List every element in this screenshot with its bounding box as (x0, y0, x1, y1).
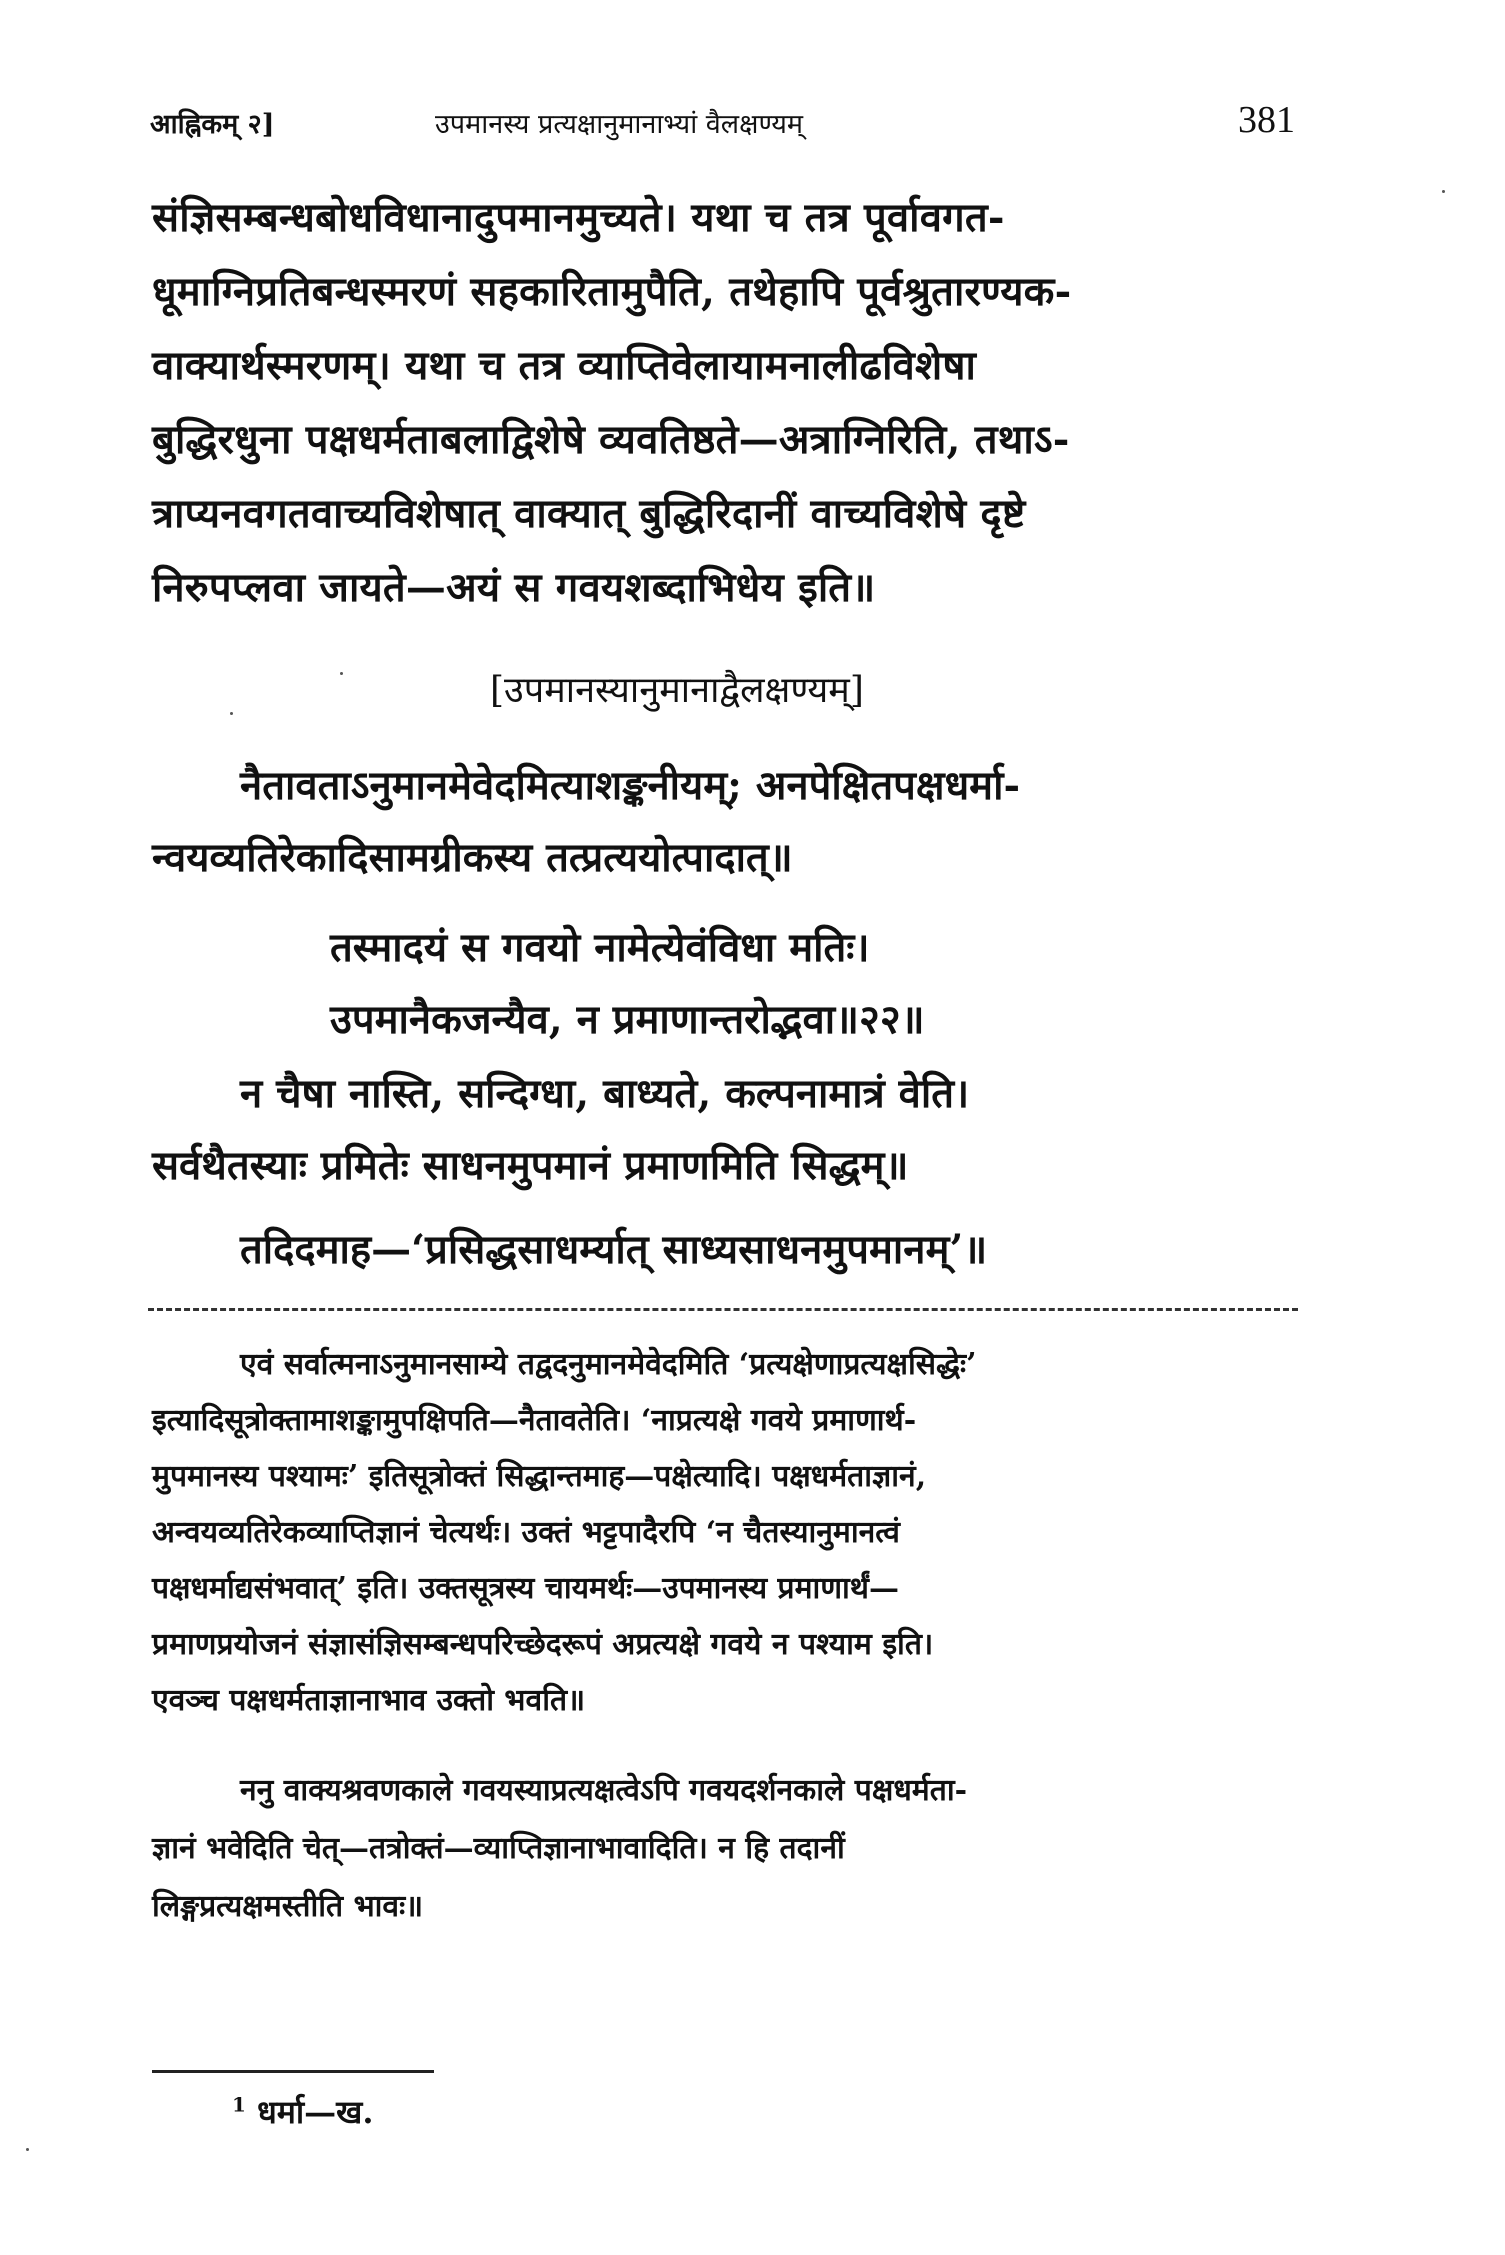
commentary-line: एवं सर्वात्मनाऽनुमानसाम्ये तद्वदनुमानमेवेदमिति ‘प्रत्यक्षेणाप्रत्यक्षसिद्धेः’ (240, 1347, 977, 1382)
text-line: बुद्धिरधुना पक्षधर्मताबलाद्विशेषे व्यवतिष्ठते—अत्राग्निरिति, तथाऽ- (152, 416, 1070, 463)
commentary-line: इत्यादिसूत्रोक्तामाशङ्कामुपक्षिपति—नैतावतेति। ‘नाप्रत्यक्षे गवये प्रमाणार्थ- (152, 1403, 917, 1438)
scan-speck (26, 2148, 29, 2151)
running-title: उपमानस्य प्रत्यक्षानुमानाभ्यां वैलक्षण्यम् (435, 109, 804, 140)
scan-speck (230, 712, 233, 715)
commentary-line: अन्वयव्यतिरेकव्याप्तिज्ञानं चेत्यर्थः। उक्तं भट्टपादैरपि ‘न चैतस्यानुमानत्वं (152, 1515, 900, 1550)
text-line: तदिदमाह—‘प्रसिद्धसाधर्म्यात् साध्यसाधनमुपमानम्’॥ (240, 1226, 988, 1273)
text-line: धूमाग्निप्रतिबन्धस्मरणं सहकारितामुपैति, तथेहापि पूर्वश्रुतारण्यक- (152, 268, 1072, 315)
running-header (150, 98, 1295, 154)
page-number: 381 (1238, 99, 1295, 141)
scan-speck (1442, 190, 1445, 193)
footnote-rule (152, 2070, 434, 2073)
commentary-line: एवञ्च पक्षधर्मताज्ञानाभाव उक्तो भवति॥ (152, 1683, 586, 1718)
text-line: त्राप्यनवगतवाच्यविशेषात् वाक्यात् बुद्धिरिदानीं वाच्यविशेषे दृष्टे (152, 490, 1026, 537)
commentary-line: मुपमानस्य पश्यामः’ इतिसूत्रोक्तं सिद्धान्तमाह—पक्षेत्यादि। पक्षधर्मताज्ञानं, (152, 1459, 927, 1494)
text-line: सर्वथैतस्याः प्रमितेः साधनमुपमानं प्रमाणमिति सिद्धम्॥ (152, 1142, 909, 1189)
text-line: निरुपप्लवा जायते—अयं स गवयशब्दाभिधेय इति॥ (152, 564, 876, 611)
commentary-line: प्रमाणप्रयोजनं संज्ञासंज्ञिसम्बन्धपरिच्छेदरूपं अप्रत्यक्षे गवये न पश्याम इति। (152, 1627, 934, 1662)
dashed-divider (148, 1308, 1298, 1311)
footnote (232, 2090, 373, 2133)
footnote-marker: 1 (232, 2092, 246, 2117)
commentary-line: ज्ञानं भवेदिति चेत्—तत्रोक्तं—व्याप्तिज्ञानाभावादिति। न हि तदानीं (152, 1831, 845, 1866)
text-line: संज्ञिसम्बन्धबोधविधानादुपमानमुच्यते। यथा च तत्र पूर्वावगत- (152, 194, 1005, 241)
text-line: नैतावताऽनुमानमेवेदमित्याशङ्कनीयम्; अनपेक्षितपक्षधर्मा- (240, 762, 1021, 809)
text-line: वाक्यार्थस्मरणम्। यथा च तत्र व्याप्तिवेलायामनालीढविशेषा (152, 342, 977, 389)
commentary-line: लिङ्गप्रत्यक्षमस्तीति भावः॥ (152, 1889, 424, 1924)
section-heading: [उपमानस्यानुमानाद्वैलक्षण्यम्] (490, 670, 864, 711)
commentary-line: पक्षधर्माद्यसंभवात्’ इति। उक्तसूत्रस्य चायमर्थः—उपमानस्य प्रमाणार्थं— (152, 1571, 899, 1606)
chapter-label: आह्निकम् २] (150, 109, 275, 140)
text-line: न्वयव्यतिरेकादिसामग्रीकस्य तत्प्रत्ययोत्पादात्॥ (152, 834, 793, 881)
text-line: न चैषा नास्ति, सन्दिग्धा, बाध्यते, कल्पनामात्रं वेति। (240, 1070, 970, 1117)
commentary-line: ननु वाक्यश्रवणकाले गवयस्याप्रत्यक्षत्वेऽपि गवयदर्शनकाले पक्षधर्मता- (240, 1773, 968, 1808)
verse-line: उपमानैकजन्यैव, न प्रमाणान्तरोद्भवा॥२२॥ (330, 996, 925, 1043)
footnote-text: धर्मा—ख. (257, 2093, 374, 2131)
scan-speck (340, 672, 343, 675)
verse-line: तस्मादयं स गवयो नामेत्येवंविधा मतिः। (330, 924, 870, 971)
